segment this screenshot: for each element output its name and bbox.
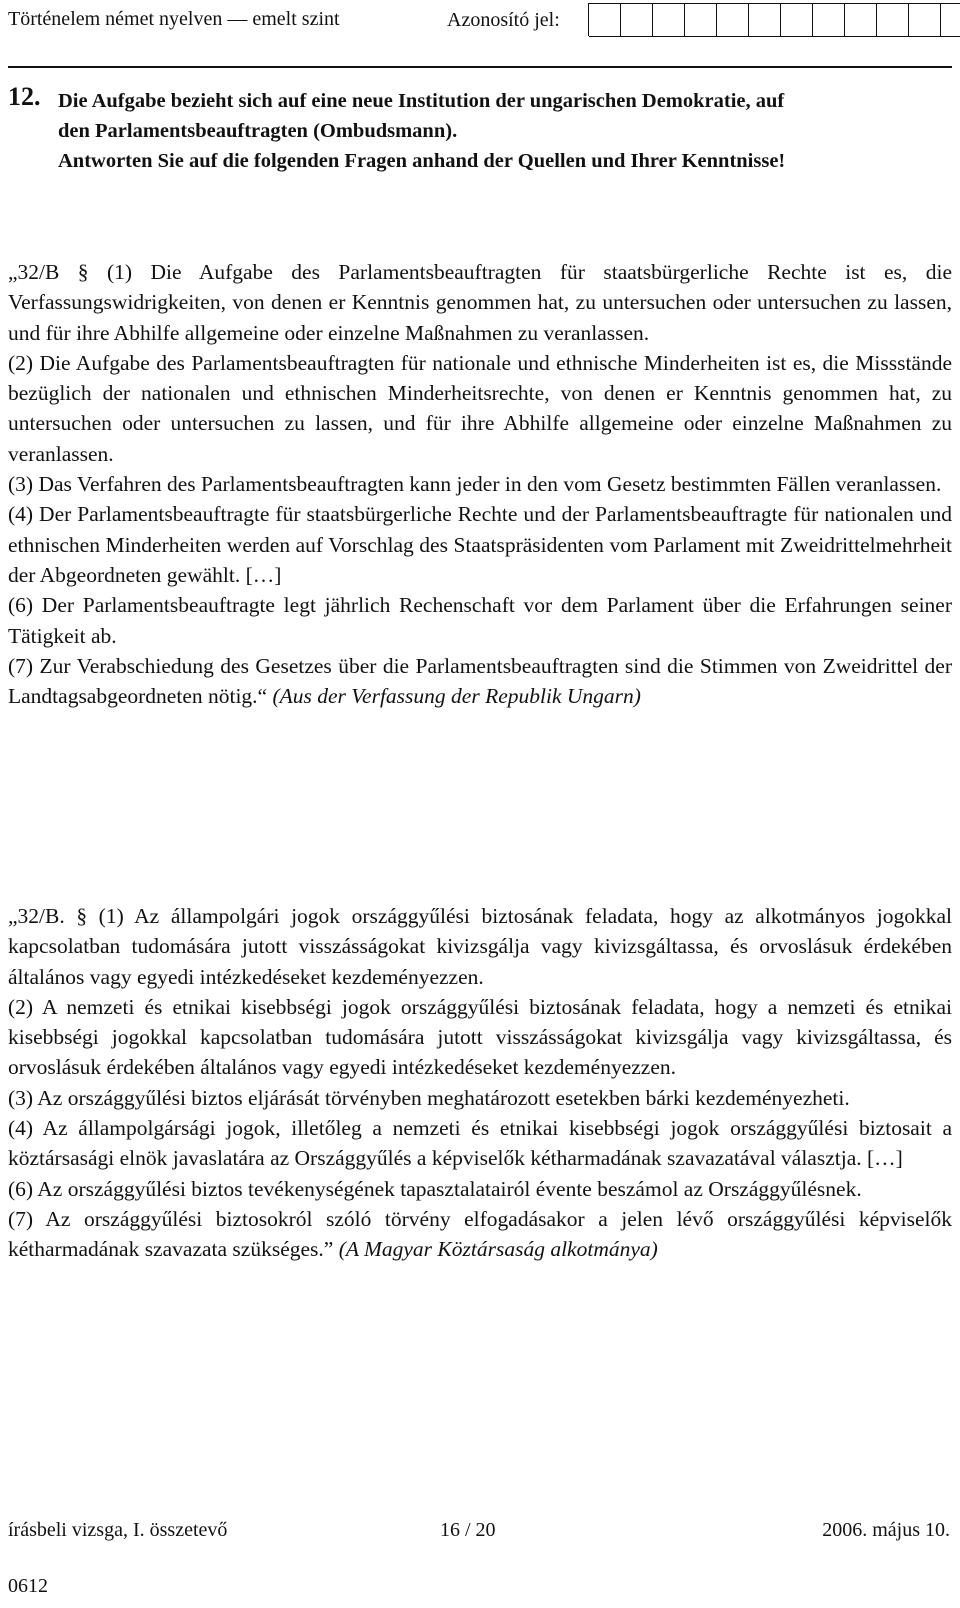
id-box xyxy=(813,3,845,37)
source-de-citation: (Aus der Verfassung der Republik Ungarn) xyxy=(272,684,641,709)
source-hu-paragraph: (6) Az országgyűlési biztos tevékenységének tapasztalatairól évente beszámol az Országgyűlésnek. xyxy=(8,1176,862,1201)
id-box xyxy=(589,3,621,37)
header-id-label: Azonosító jel: xyxy=(447,9,560,31)
footer-page-number: 16 / 20 xyxy=(440,1519,496,1541)
task-line: Antworten Sie auf die folgenden Fragen anhand der Quellen und Ihrer Kenntnisse! xyxy=(58,150,786,172)
task-line: den Parlamentsbeauftragten (Ombudsmann). xyxy=(58,120,458,142)
source-hu-paragraph: (3) Az országgyűlési biztos eljárását törvényben meghatározott esetekben bárki kezdeményezheti. xyxy=(8,1085,850,1110)
id-box xyxy=(941,3,960,37)
source-de-paragraph: (6) Der Parlamentsbeauftragte legt jährlich Rechenschaft vor dem Parlament über die Erfahrungen seiner Tätigkeit ab. xyxy=(8,593,952,648)
task-line: Die Aufgabe bezieht sich auf eine neue Institution der ungarischen Demokratie, auf xyxy=(58,90,785,112)
id-box xyxy=(717,3,749,37)
source-de-paragraph: (4) Der Parlamentsbeauftragte für staatsbürgerliche Rechte und der Parlamentsbeauftragte für nationalen und ethnischen Minderheiten werden auf Vorschlag des Staatspräsidenten vom Parlament mit Zweidrittelmehrheit der Abgeordneten gewählt. […] xyxy=(8,502,952,587)
id-box xyxy=(845,3,877,37)
footer-exam-part: írásbeli vizsga, I. összetevő xyxy=(8,1519,228,1541)
source-hu-paragraph: (4) Az állampolgársági jogok, illetőleg a nemzeti és etnikai kisebbségi jogok országgyűlési biztosait a köztársasági elnök javaslatára az Országgyűlés a képviselők kétharmadának szavazatával választja. […] xyxy=(8,1116,952,1171)
id-box xyxy=(781,3,813,37)
source-de-paragraph: (3) Das Verfahren des Parlamentsbeauftragten kann jeder in den vom Gesetz bestimmten Fällen veranlassen. xyxy=(8,472,942,497)
task-number: 12. xyxy=(8,82,41,111)
source-de-paragraph: (2) Die Aufgabe des Parlamentsbeauftragten für nationale und ethnische Minderheiten ist es, die Missstände bezüglich der nationalen und ethnischen Minderheitsrechte, von denen er Kenntnis genommen hat, zu untersuchen oder untersuchen zu lassen, und für ihre Abhilfe allgemeine oder einzelne Maßnahmen zu veranlassen. xyxy=(8,350,952,466)
source-hu-citation: (A Magyar Köztársaság alkotmánya) xyxy=(338,1237,658,1262)
source-de-paragraph-text: (7) Zur Verabschiedung des Gesetzes über die Parlamentsbeauftragten sind die Stimmen von Zweidrittel der Landtagsabgeordneten nötig.“ xyxy=(8,653,952,709)
footer-code: 0612 xyxy=(8,1575,48,1597)
source-hu-last-paragraph xyxy=(8,1204,952,1265)
id-box xyxy=(877,3,909,37)
id-boxes xyxy=(588,3,960,36)
source-hu-paragraph: „32/B. § (1) Az állampolgári jogok országgyűlési biztosának feladata, hogy az alkotmányos jogokkal kapcsolatban tudomására jutott visszásságokat kivizsgálja vagy kivizsgáltassa, és orvoslásuk érdekében általános vagy egyedi intézkedéseket kezdeményezzen. xyxy=(8,904,952,989)
task-instructions xyxy=(58,86,950,176)
header-subject: Történelem német nyelven — emelt szint xyxy=(8,8,340,30)
header-rule xyxy=(8,66,952,68)
id-box xyxy=(909,3,941,37)
source-hu-paragraph: (2) A nemzeti és etnikai kisebbségi jogok országgyűlési biztosának feladata, hogy a nemzeti és etnikai kisebbségi jogokkal kapcsolatban tudomására jutott visszásságokat kivizsgálja vagy kivizsgáltassa, és orvoslásuk érdekében általános vagy egyedi intézkedéseket kezdeményezzen. xyxy=(8,994,952,1080)
id-box xyxy=(653,3,685,37)
id-box xyxy=(685,3,717,37)
source-german xyxy=(8,257,952,711)
source-de-paragraph: „32/B § (1) Die Aufgabe des Parlamentsbeauftragten für staatsbürgerliche Rechte ist es, die Verfassungswidrigkeiten, von denen er Kenntnis genommen hat, zu untersuchen oder untersuchen zu lassen, und für ihre Abhilfe allgemeine oder einzelne Maßnahmen zu veranlassen. xyxy=(8,260,952,345)
id-box xyxy=(621,3,653,37)
source-de-last-paragraph xyxy=(8,651,952,712)
source-hungarian xyxy=(8,901,952,1265)
footer-date: 2006. május 10. xyxy=(822,1519,950,1541)
source-hu-paragraph-text: (7) Az országgyűlési biztosokról szóló törvény elfogadásakor a jelen lévő országgyűlési képviselők kétharmadának szavazata szükséges.” xyxy=(8,1206,952,1262)
id-box xyxy=(749,3,781,37)
